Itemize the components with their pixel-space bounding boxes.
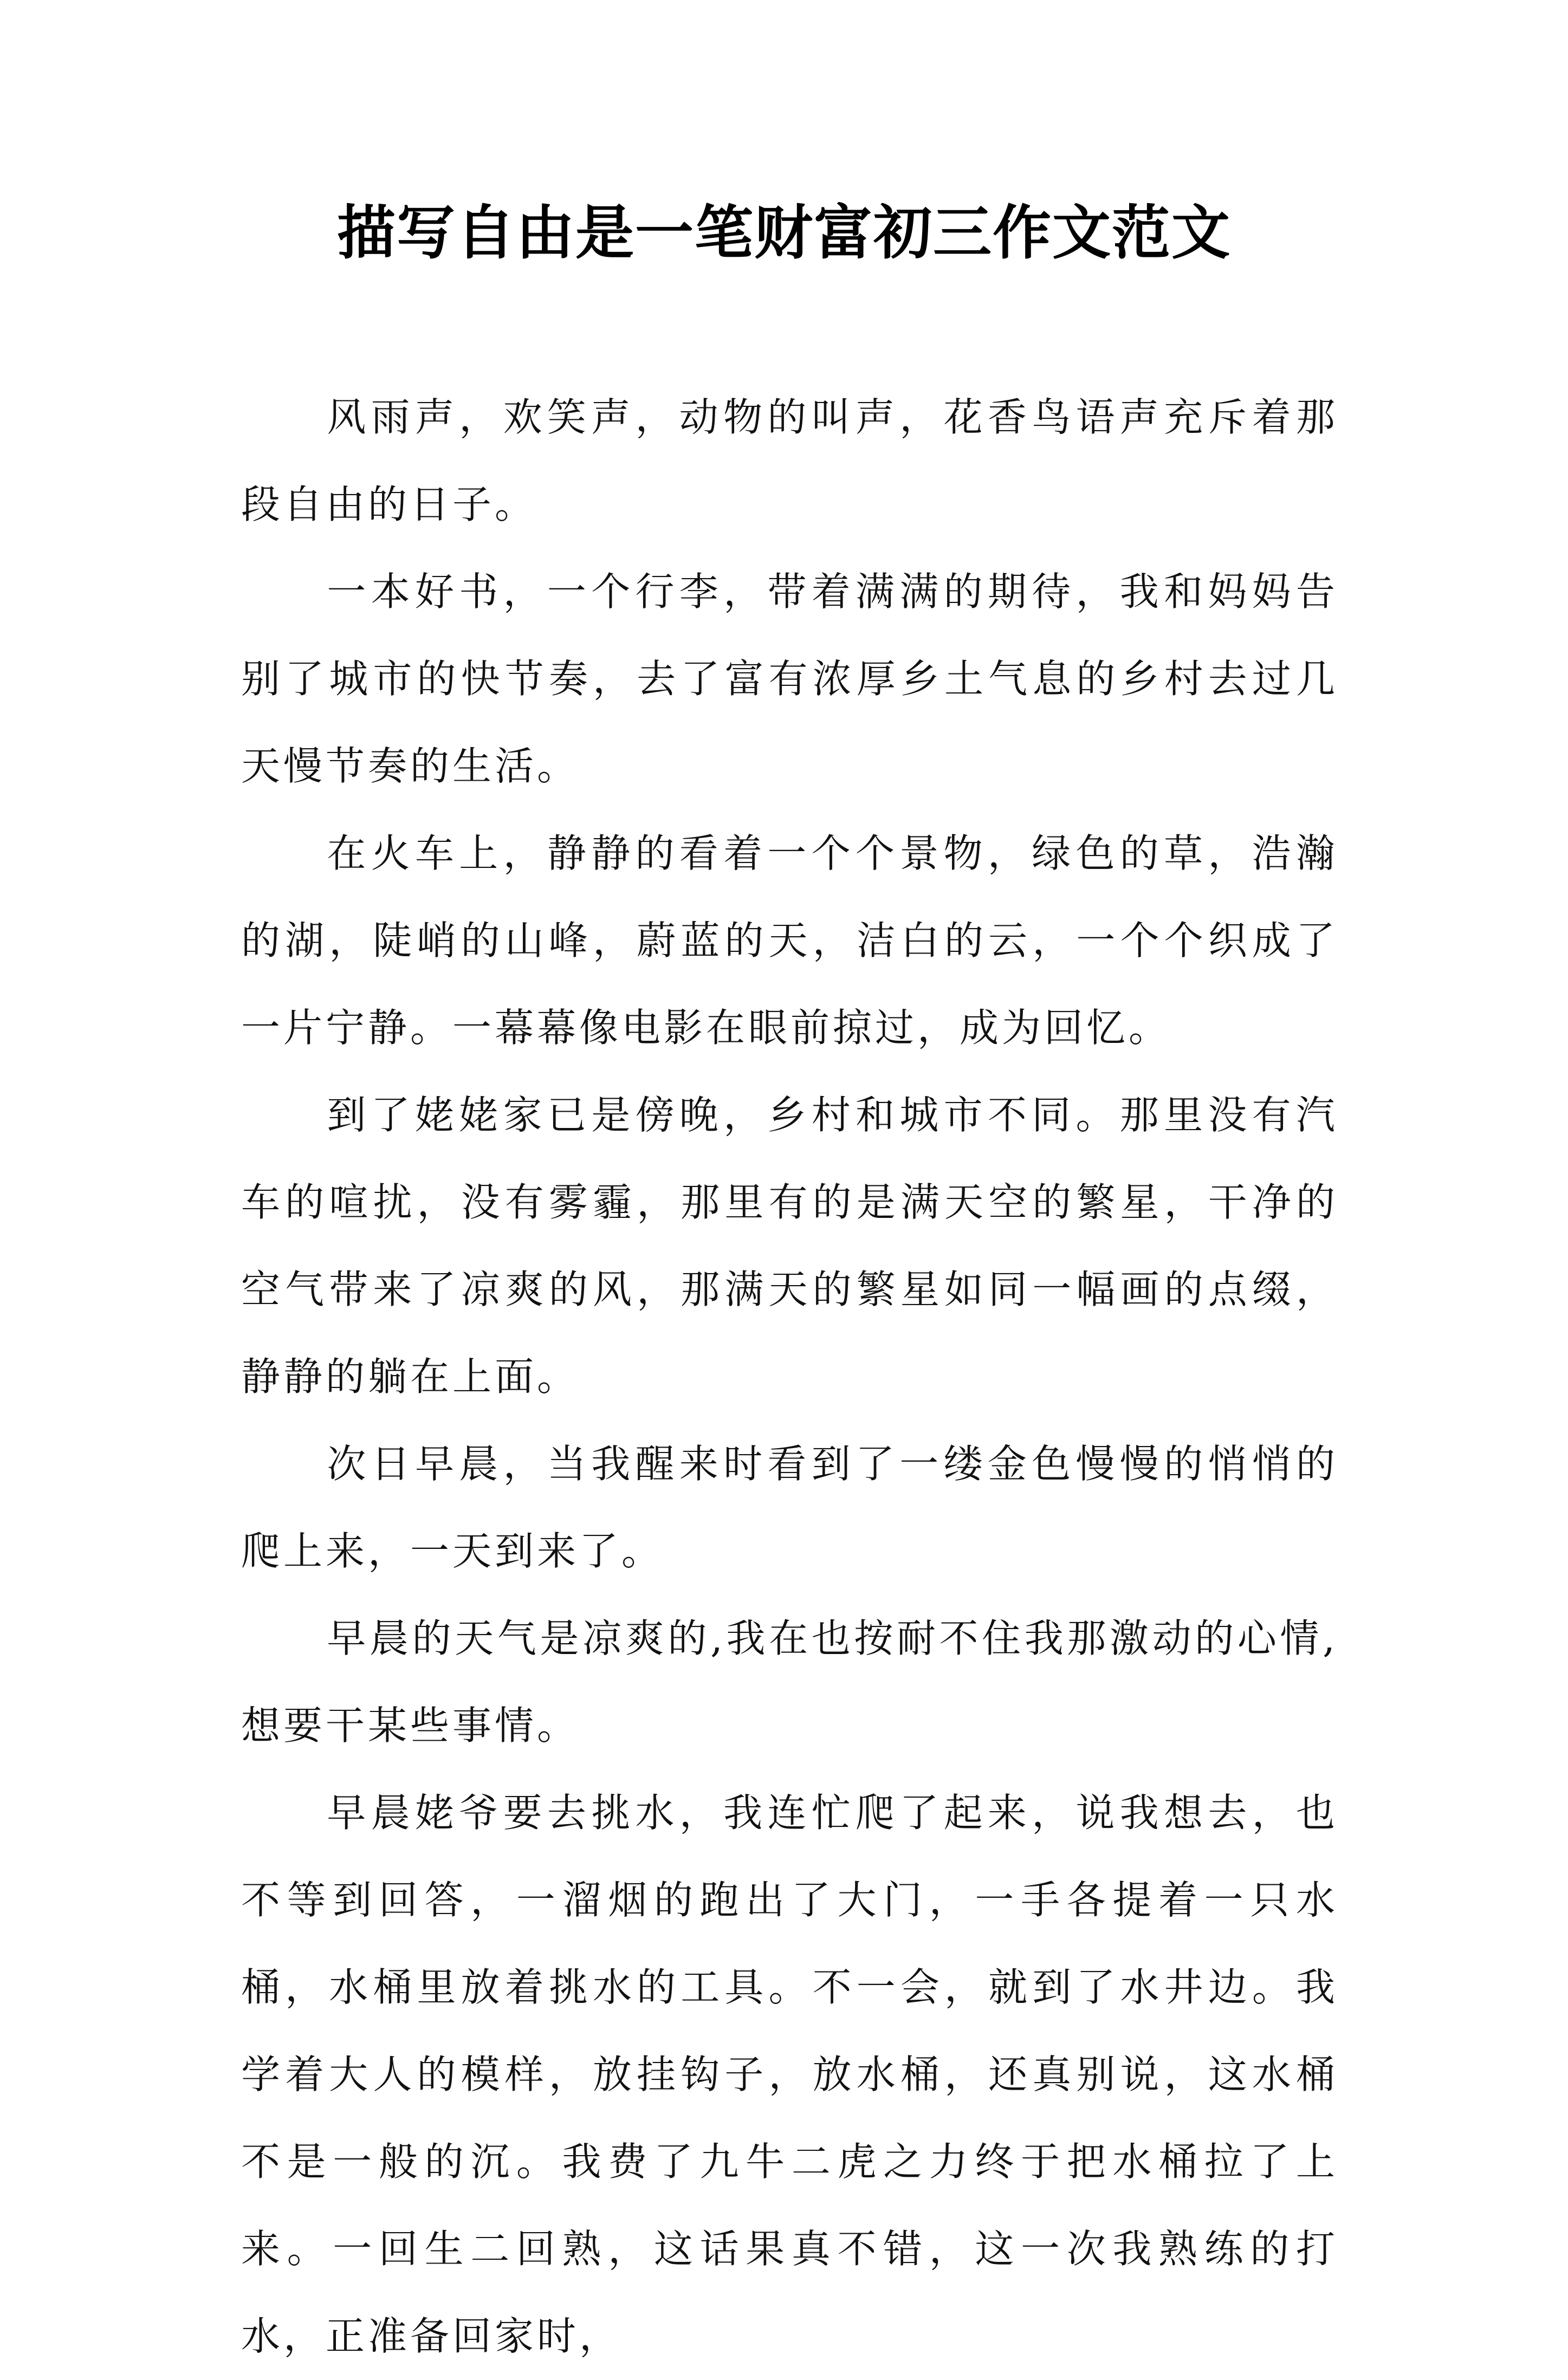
document-title: 描写自由是一笔财富初三作文范文	[336, 199, 1231, 267]
paragraph: 在火车上，静静的看着一个个景物，绿色的草，浩瀚的湖，陡峭的山峰，蔚蓝的天，洁白的云，一个个织成了一片宁静。一幕幕像电影在眼前掠过，成为回忆。	[241, 831, 1338, 1050]
paragraph: 一本好书，一个行李，带着满满的期待，我和妈妈告别了城市的快节奏，去了富有浓厚乡土气息的乡村去过几天慢节奏的生活。	[241, 569, 1338, 789]
paragraph: 早晨姥爷要去挑水，我连忙爬了起来，说我想去，也不等到回答，一溜烟的跑出了大门，一手各提着一只水桶，水桶里放着挑水的工具。不一会，就到了水井边。我学着大人的模样，放挂钩子，放水桶，还真别说，这水桶不是一般的沉。我费了九牛二虎之力终于把水桶拉了上来。一回生二回熟，这话果真不错，这一次我熟练的打水，正准备回家时，	[241, 1790, 1338, 2359]
document-body	[241, 374, 1338, 2380]
paragraph: 早晨的天气是凉爽的,我在也按耐不住我那激动的心情,想要干某些事情。	[241, 1616, 1338, 1748]
paragraph: 风雨声，欢笑声，动物的叫声，花香鸟语声充斥着那段自由的日子。	[241, 394, 1338, 527]
paragraph: 到了姥姥家已是傍晚，乡村和城市不同。那里没有汽车的喧扰，没有雾霾，那里有的是满天空的繁星，干净的空气带来了凉爽的风，那满天的繁星如同一幅画的点缀，静静的躺在上面。	[241, 1092, 1338, 1399]
paragraph: 次日早晨，当我醒来时看到了一缕金色慢慢的悄悄的爬上来，一天到来了。	[241, 1441, 1338, 1574]
